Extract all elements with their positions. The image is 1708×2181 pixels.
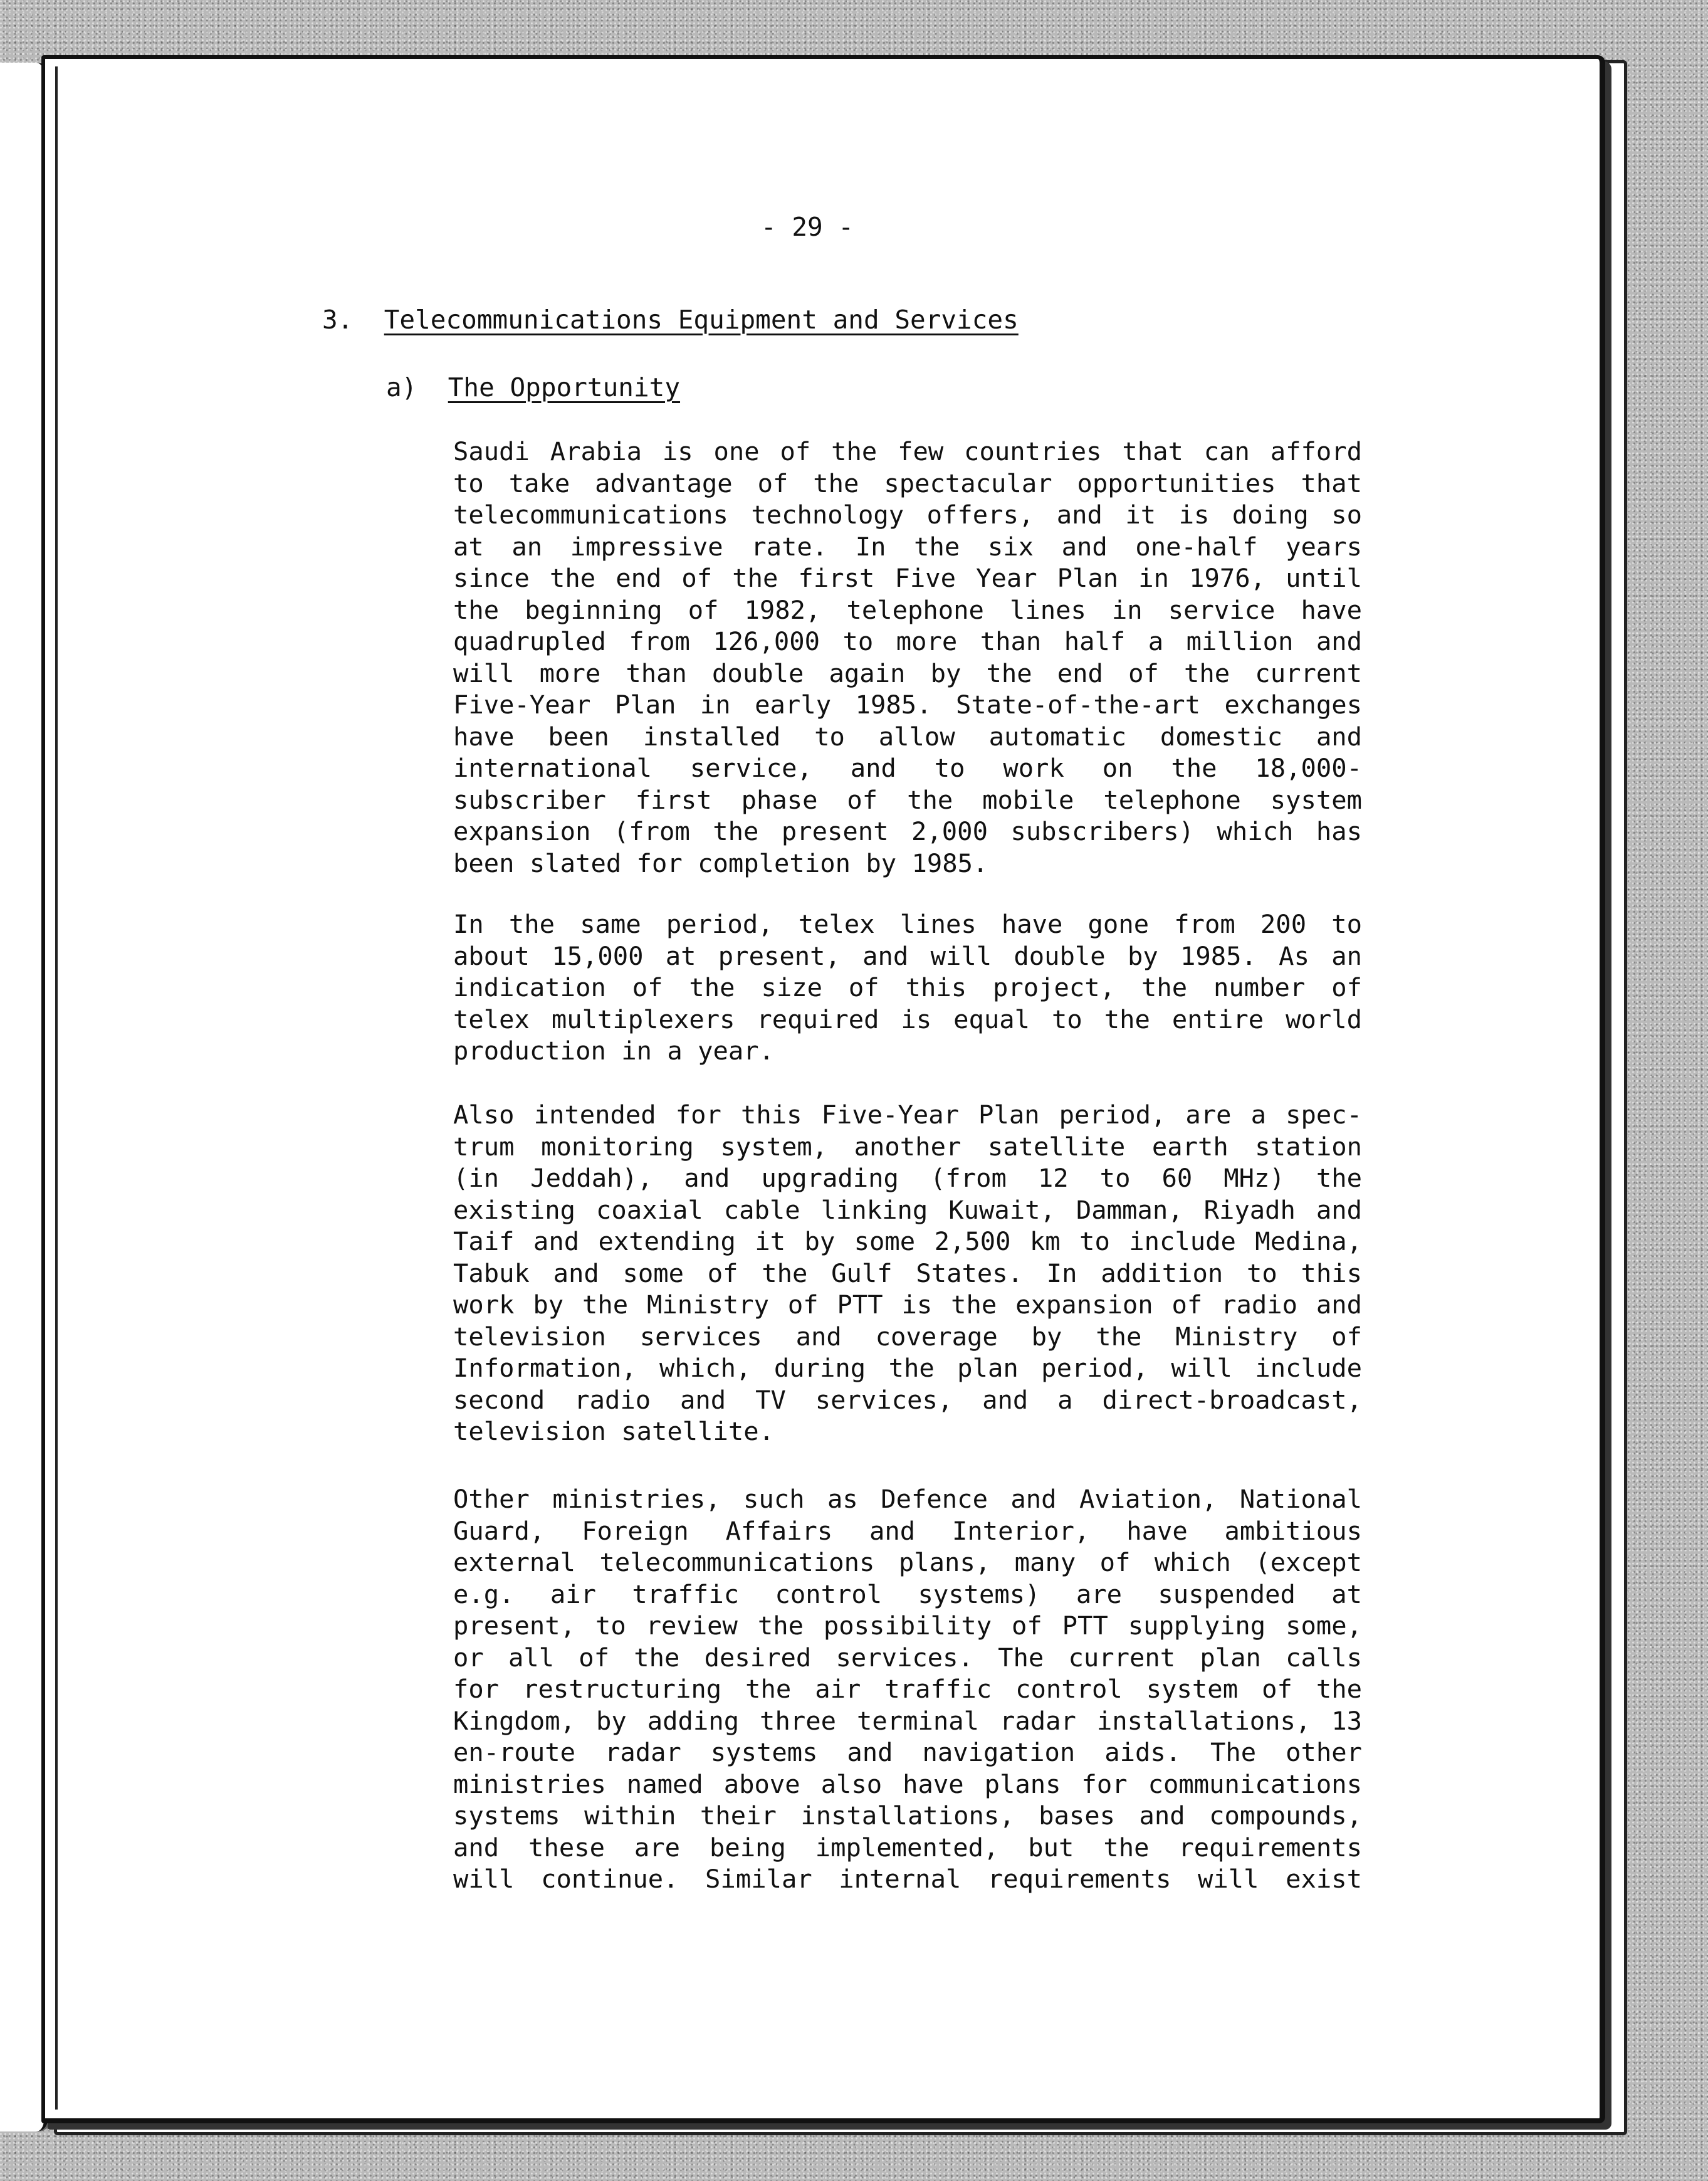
text-line: international service, and to work on the 18,000- [453, 753, 1362, 783]
section-title: Telecommunications Equipment and Services [384, 305, 1019, 335]
text-line: to take advantage of the spectacular opportunities that [453, 468, 1362, 498]
paragraph-telephone-growth [453, 436, 1362, 879]
text-line: Kingdom, by adding three terminal radar installations, 13 [453, 1705, 1362, 1736]
paragraph-telex [453, 908, 1362, 1067]
text-line: at an impressive rate. In the six and one-half years [453, 531, 1362, 562]
text-line: television satellite. [453, 1416, 775, 1446]
text-line: systems within their installations, bases and compounds, [453, 1800, 1362, 1831]
text-line: have been installed to allow automatic domestic and [453, 721, 1362, 752]
text-line: Other ministries, such as Defence and Aviation, National [453, 1484, 1362, 1514]
text-line: and these are being implemented, but the requirements [453, 1832, 1362, 1863]
text-line: work by the Ministry of PTT is the expansion of radio and [453, 1290, 1362, 1320]
text-line: external telecommunications plans, many of which (except [453, 1547, 1362, 1577]
facing-page-edge [0, 63, 48, 2131]
text-line: Also intended for this Five-Year Plan period, are a spec- [453, 1100, 1362, 1130]
text-line: since the end of the first Five Year Plan in 1976, until [453, 563, 1362, 593]
subsection-label: a) [386, 372, 417, 402]
text-line: will more than double again by the end of the current [453, 658, 1362, 688]
text-line: the beginning of 1982, telephone lines in service have [453, 594, 1362, 625]
text-line: second radio and TV services, and a direct-broadcast, [453, 1384, 1362, 1415]
text-line: Information, which, during the plan period, will include [453, 1353, 1362, 1383]
subsection-title: The Opportunity [448, 372, 681, 402]
text-line: Saudi Arabia is one of the few countries that can afford [453, 436, 1362, 466]
text-line: ministries named above also have plans for communications [453, 1768, 1362, 1799]
text-line: for restructuring the air traffic control system of the [453, 1674, 1362, 1704]
text-line: existing coaxial cable linking Kuwait, Damman, Riyadh and [453, 1194, 1362, 1225]
text-line: Taif and extending it by some 2,500 km to include Medina, [453, 1226, 1362, 1256]
text-line: will continue. Similar internal requirements will exist [453, 1864, 1362, 1894]
text-line: expansion (from the present 2,000 subscribers) which has [453, 816, 1362, 846]
text-line: (in Jeddah), and upgrading (from 12 to 60 MHz) the [453, 1163, 1362, 1193]
text-line: production in a year. [453, 1036, 775, 1066]
text-line: present, to review the possibility of PTT supplying some, [453, 1611, 1362, 1641]
section-number: 3. [322, 305, 354, 335]
text-line: In the same period, telex lines have gone from 200 to [453, 909, 1362, 939]
section-heading [322, 305, 1019, 335]
text-line: quadrupled from 126,000 to more than half a million and [453, 626, 1362, 656]
text-line: about 15,000 at present, and will double by 1985. As an [453, 940, 1362, 971]
text-line: subscriber first phase of the mobile telephone system [453, 784, 1362, 815]
text-line: or all of the desired services. The current plan calls [453, 1642, 1362, 1673]
page-number: - 29 - [761, 212, 854, 242]
text-line: indication of the size of this project, the number of [453, 972, 1362, 1002]
text-line: trum monitoring system, another satellite earth station [453, 1131, 1362, 1162]
text-line: telex multiplexers required is equal to the entire world [453, 1004, 1362, 1034]
subsection-heading [386, 372, 680, 402]
paragraph-plan-period [453, 1099, 1362, 1448]
text-line: Five-Year Plan in early 1985. State-of-the-art exchanges [453, 690, 1362, 720]
text-line: been slated for completion by 1985. [453, 848, 988, 878]
text-line: Guard, Foreign Affairs and Interior, have ambitious [453, 1515, 1362, 1546]
text-line: Tabuk and some of the Gulf States. In addition to this [453, 1258, 1362, 1288]
text-line: e.g. air traffic control systems) are suspended at [453, 1579, 1362, 1609]
text-line: telecommunications technology offers, and it is doing so [453, 500, 1362, 530]
text-line: en-route radar systems and navigation aids. The other [453, 1737, 1362, 1767]
text-line: television services and coverage by the Ministry of [453, 1321, 1362, 1352]
paragraph-other-ministries [453, 1483, 1362, 1895]
